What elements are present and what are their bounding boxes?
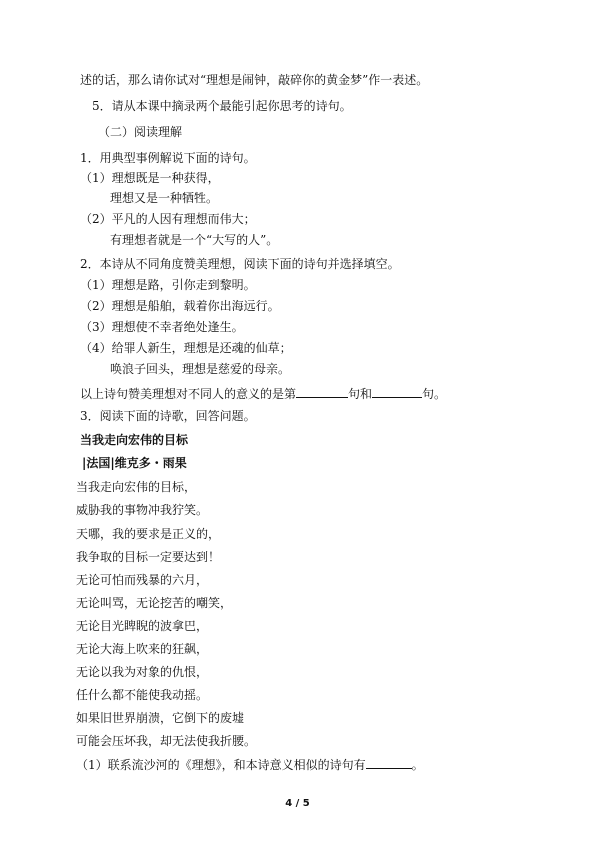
option-line: （1）理想是路，引你走到黎明。: [80, 278, 256, 292]
fill-text: 句。: [422, 387, 447, 401]
poem-line: 无论可怕而残暴的六月，: [76, 573, 209, 587]
page-number: 4 / 5: [285, 798, 310, 809]
fill-text: 以上诗句赞美理想对不同人的意义的是第: [80, 387, 297, 401]
question-2: 2．本诗从不同角度赞美理想，阅读下面的诗句并选择填空。: [80, 257, 400, 271]
fill-in-line: [80, 385, 446, 402]
poem-line: 可能会压坏我，却无法使我折腰。: [76, 734, 257, 748]
poem-line: 天哪，我的要求是正义的，: [76, 527, 221, 541]
poem-line: 无论以我为对象的仇恨，: [76, 665, 209, 679]
poem-line: 如果旧世界崩溃，它倒下的废墟: [76, 711, 245, 725]
fill-text: （1）联系流沙河的《理想》，和本诗意义相似的诗句有: [76, 758, 366, 772]
poem-line: （1）理想既是一种获得，: [80, 171, 220, 185]
poem-line: （2）平凡的人因有理想而伟大；: [80, 212, 256, 226]
poem-title: 当我走向宏伟的目标: [80, 433, 189, 447]
option-line: （2）理想是船舶，载着你出海远行。: [80, 299, 280, 313]
poem-line: 有理想者就是一个“大写的人”。: [110, 233, 279, 247]
fill-in-line: [76, 756, 424, 773]
text-line: 述的话，那么请你试对“理想是闹钟，敲碎你的黄金梦”作一表述。: [80, 73, 429, 87]
poem-author: |法国|维克多・雨果: [82, 456, 187, 470]
poem-line: 任什么都不能使我动摇。: [76, 688, 209, 702]
fill-text: 句和: [348, 387, 373, 401]
option-line: 唤浪子回头，理想是慈爱的母亲。: [110, 362, 291, 376]
poem-line: 无论大海上吹来的狂飙，: [76, 642, 209, 656]
section-heading: （二）阅读理解: [98, 125, 183, 139]
question-5: 5．请从本课中摘录两个最能引起你思考的诗句。: [92, 99, 352, 113]
poem-line: 理想又是一种牺牲。: [110, 191, 219, 205]
option-line: （3）理想使不幸者绝处逢生。: [80, 320, 244, 334]
answer-blank[interactable]: [296, 385, 348, 398]
poem-line: 当我走向宏伟的目标，: [76, 480, 197, 494]
poem-line: 无论叫骂，无论挖苦的嘲笑，: [76, 596, 233, 610]
answer-blank[interactable]: [372, 385, 422, 398]
option-line: （4）给罪人新生，理想是还魂的仙草；: [80, 341, 292, 355]
poem-line: 无论目光睥睨的波拿巴，: [76, 619, 209, 633]
poem-line: 威胁我的事物冲我狞笑。: [76, 503, 209, 517]
poem-line: 我争取的目标一定要达到！: [76, 550, 221, 564]
fill-text: 。: [411, 758, 424, 772]
question-3: 3．阅读下面的诗歌，回答问题。: [80, 409, 256, 423]
question-1: 1．用典型事例解说下面的诗句。: [80, 151, 256, 165]
answer-blank[interactable]: [366, 756, 412, 769]
